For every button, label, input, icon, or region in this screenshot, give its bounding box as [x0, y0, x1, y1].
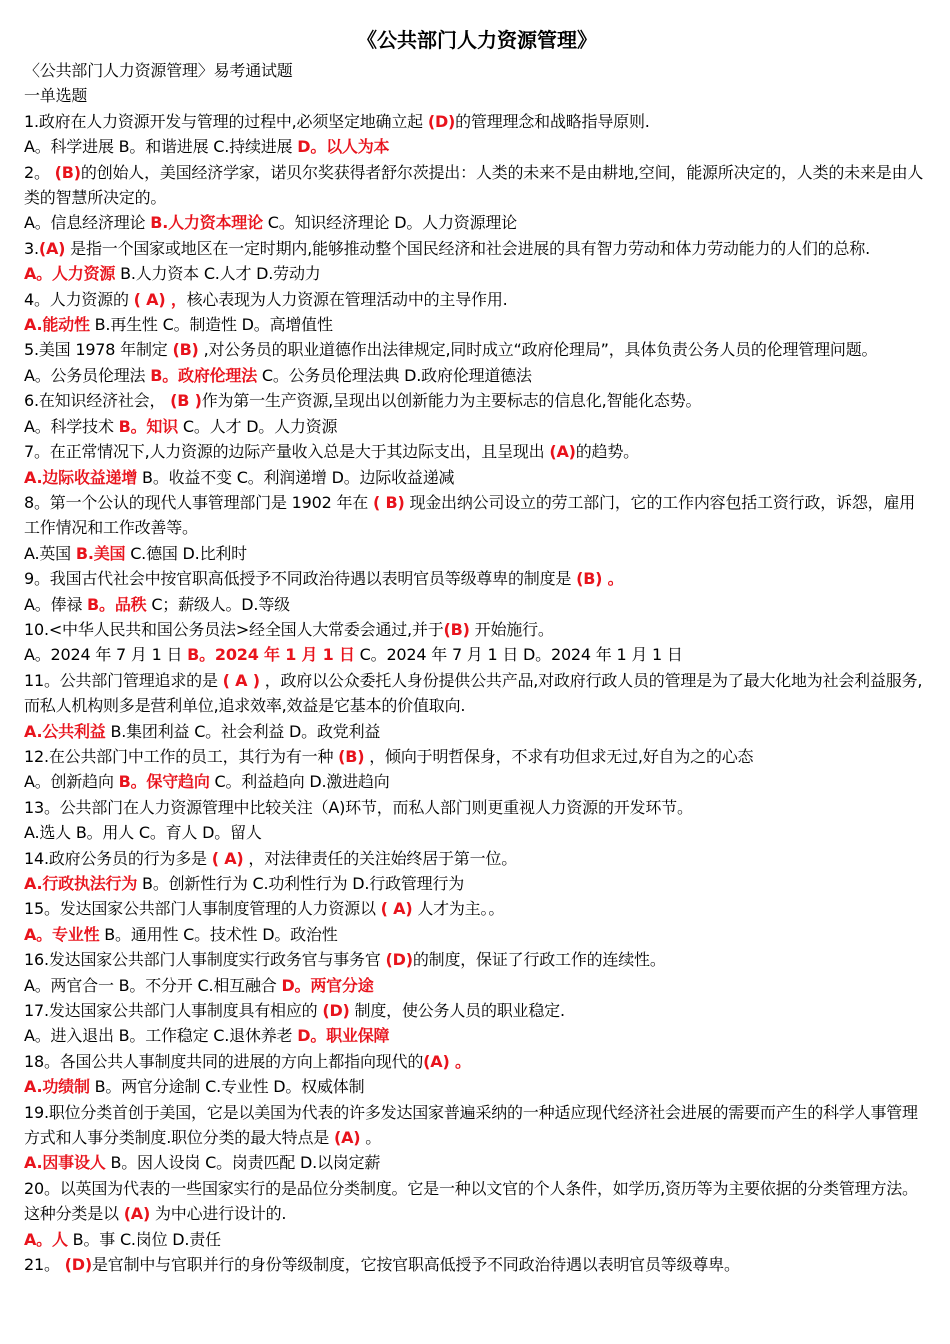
answer-highlight: A.因事设人	[24, 1153, 106, 1173]
text-segment: 作为第一生产资源,呈现出以创新能力为主要标志的信息化,智能化态势。	[201, 391, 702, 411]
text-segment: A。科学技术	[24, 416, 119, 436]
text-segment: B。通用性 C。技术性 D。政治性	[99, 924, 338, 944]
text-segment: 18。各国公共人事制度共同的进展的方向上都指向现代的	[24, 1051, 424, 1071]
text-segment: C.德国 D.比利时	[125, 543, 247, 563]
answer-highlight: (B)	[172, 340, 199, 360]
text-line	[24, 871, 930, 896]
text-segment: 一单选题	[24, 86, 88, 106]
answer-highlight: ( A)	[380, 899, 413, 919]
text-segment: A.选人 B。用人 C。育人 D。留人	[24, 823, 262, 843]
answer-highlight: A。人	[24, 1229, 68, 1249]
text-segment: B。两官分途制 C.专业性 D。权威体制	[89, 1077, 365, 1097]
text-segment: 17.发达国家公共部门人事制度具有相应的	[24, 1001, 323, 1021]
text-line	[24, 1150, 930, 1175]
text-segment: B.集团利益 C。社会利益 D。政党利益	[105, 721, 381, 741]
answer-highlight: B。政府伦理法	[150, 365, 258, 385]
text-segment: 20。以英国为代表的一些国家实行的是品位分类制度。它是一种以文官的个人条件，如学历,资历等为主要依据的分类管理方法。这种分类是以	[24, 1178, 918, 1224]
text-segment: ，政府以公众委托人身份提供公共产品,对政府行政人员的管理是为了最大化地为社会利益服务,而私人机构则多是营利单位,追求效率,效益是它基本的价值取向.	[24, 670, 923, 716]
text-segment: ,对公务员的职业道德作出法律规定,同时成立“政府伦理局”，具体负责公务人员的伦理管理问题。	[198, 340, 878, 360]
text-segment: B。收益不变 C。利润递增 D。边际收益递减	[137, 467, 455, 487]
text-segment: 11。公共部门管理追求的是	[24, 670, 223, 690]
answer-highlight: (B )	[170, 391, 202, 411]
answer-highlight: (A)	[333, 1128, 361, 1148]
text-segment: 制度，使公务人员的职业稳定.	[349, 1001, 565, 1021]
text-segment: 10.<中华人民共和国公务员法>经全国人大常委会通过,并于	[24, 619, 444, 639]
answer-highlight: D。职业保障	[297, 1026, 390, 1046]
text-segment: 现金出纳公司设立的劳工部门，它的工作内容包括工资行政，诉怨，雇用工作情况和工作改善等。	[24, 492, 916, 538]
text-line	[24, 617, 930, 642]
text-line	[24, 388, 930, 413]
text-segment: 的趋势。	[575, 442, 639, 462]
answer-highlight: B。品秩	[87, 594, 147, 614]
answer-highlight: A.能动性	[24, 315, 90, 335]
text-line	[24, 896, 930, 921]
text-segment: 3.	[24, 238, 39, 258]
text-segment: A。公务员伦理法	[24, 365, 151, 385]
text-line	[24, 1227, 930, 1252]
text-line	[24, 160, 930, 211]
text-line	[24, 287, 930, 312]
text-segment: 16.发达国家公共部门人事制度实行政务官与事务官	[24, 950, 386, 970]
answer-highlight: (B)	[54, 162, 81, 182]
text-line	[24, 998, 930, 1023]
answer-highlight: A。专业性	[24, 924, 100, 944]
text-segment: 6.在知识经济社会，	[24, 391, 171, 411]
answer-highlight: (B)	[338, 746, 365, 766]
text-segment: 1.政府在人力资源开发与管理的过程中,必须坚定地确立起	[24, 111, 428, 131]
text-line	[24, 1023, 930, 1048]
answer-highlight: (D)	[385, 950, 413, 970]
text-line	[24, 236, 930, 261]
text-line	[24, 1074, 930, 1099]
text-segment: 开始施行。	[469, 619, 554, 639]
text-segment: B.再生性 C。制造性 D。高增值性	[89, 315, 333, 335]
text-line	[24, 922, 930, 947]
text-line	[24, 592, 930, 617]
text-segment: 的制度，保证了行政工作的连续性。	[412, 950, 666, 970]
text-line	[24, 83, 930, 108]
text-segment: B。事 C.岗位 D.责任	[67, 1229, 221, 1249]
text-line	[24, 1049, 930, 1074]
answer-highlight: (A)	[38, 238, 66, 258]
text-line	[24, 769, 930, 794]
text-segment: C。公务员伦理法典 D.政府伦理道德法	[257, 365, 532, 385]
text-line	[24, 109, 930, 134]
document-page	[24, 28, 930, 1278]
text-line	[24, 312, 930, 337]
text-segment: 8。第一个公认的现代人事管理部门是 1902 年在	[24, 492, 373, 512]
answer-highlight: ( A)	[211, 848, 244, 868]
text-segment: 〈公共部门人力资源管理〉易考通试题	[24, 61, 293, 80]
text-segment: 为中心进行设计的.	[150, 1204, 287, 1224]
text-line	[24, 414, 930, 439]
text-segment: 15。发达国家公共部门人事制度管理的人力资源以	[24, 899, 381, 919]
text-segment: 13。公共部门在人力资源管理中比较关注（A)环节，而私人部门则更重视人力资源的开发环节。	[24, 797, 693, 817]
text-segment: 的管理理念和战略指导原则.	[455, 111, 650, 131]
answer-highlight: A.公共利益	[24, 721, 106, 741]
text-line	[24, 58, 930, 83]
text-segment: A。两官合一 B。不分开 C.相互融合	[24, 975, 282, 995]
answer-highlight: B。保守趋向	[118, 772, 210, 792]
text-line	[24, 1100, 930, 1151]
answer-highlight: ( A) ，	[133, 289, 187, 309]
text-line	[24, 668, 930, 719]
text-segment: C。2024 年 7 月 1 日 D。2024 年 1 月 1 日	[354, 645, 683, 665]
answer-highlight: (A) 。	[423, 1051, 471, 1071]
answer-highlight: A.边际收益递增	[24, 467, 138, 487]
document-title: 《公共部门人力资源管理》	[357, 28, 597, 52]
text-line	[24, 261, 930, 286]
text-line	[24, 973, 930, 998]
text-segment: 19.职位分类首创于美国，它是以美国为代表的许多发达国家普遍采纳的一种适应现代经济社会进展的需要而产生的科学人事管理方式和人事分类制度.职位分类的最大特点是	[24, 1102, 918, 1148]
text-segment: B。因人设岗 C。岗责匹配 D.以岗定薪	[105, 1153, 381, 1173]
answer-highlight: A.行政执法行为	[24, 874, 138, 893]
answer-highlight: B。2024 年 1 月 1 日	[187, 645, 355, 665]
answer-highlight: A。人力资源	[24, 264, 116, 284]
text-segment: A。进入退出 B。工作稳定 C.退休养老	[24, 1026, 298, 1046]
text-segment: 人才为主。。	[412, 899, 505, 919]
text-segment: 7。在正常情况下,人力资源的边际产量收入总是大于其边际支出，且呈现出	[24, 442, 550, 462]
text-segment: C。人才 D。人力资源	[178, 416, 338, 436]
text-segment: B。创新性行为 C.功利性行为 D.行政管理行为	[137, 874, 465, 893]
text-line	[24, 795, 930, 820]
text-line	[24, 642, 930, 667]
text-segment: 12.在公共部门中工作的员工，其行为有一种	[24, 746, 339, 766]
text-segment: 4。人力资源的	[24, 289, 134, 309]
text-segment: 21。	[24, 1255, 65, 1275]
text-segment: 核心表现为人力资源在管理活动中的主导作用.	[186, 289, 508, 309]
text-segment: 9。我国古代社会中按官职高低授予不同政治待遇以表明官员等级尊卑的制度是	[24, 569, 577, 589]
text-line	[24, 846, 930, 871]
answer-highlight: D。以人为本	[297, 137, 390, 157]
answer-highlight: B.美国	[75, 543, 126, 563]
text-segment: ，对法律责任的关注始终居于第一位。	[243, 848, 518, 868]
text-line	[24, 947, 930, 972]
text-segment: A。2024 年 7 月 1 日	[24, 645, 188, 665]
text-line	[24, 820, 930, 845]
text-segment: C；薪级人。D.等级	[146, 594, 290, 614]
answer-highlight: (D)	[427, 111, 456, 131]
answer-highlight: (D)	[322, 1001, 350, 1021]
text-segment: 是指一个国家或地区在一定时期内,能够推动整个国民经济和社会进展的具有智力劳动和体力劳动能力的人们的总称.	[65, 238, 870, 258]
text-line	[24, 744, 930, 769]
text-line	[24, 363, 930, 388]
text-segment: A。信息经济理论	[24, 213, 151, 233]
text-segment: 14.政府公务员的行为多是	[24, 848, 212, 868]
answer-highlight: (B) 。	[576, 569, 624, 589]
answer-highlight: (B)	[443, 619, 470, 639]
text-segment: A。科学进展 B。和谐进展 C.持续进展	[24, 137, 298, 157]
answer-highlight: A.功绩制	[24, 1077, 90, 1097]
text-line	[24, 439, 930, 464]
text-segment: B.人力资本 C.人才 D.劳动力	[115, 264, 321, 284]
text-segment: A.英国	[24, 543, 76, 563]
text-line	[24, 541, 930, 566]
text-line	[24, 490, 930, 541]
text-line	[24, 210, 930, 235]
text-line	[24, 719, 930, 744]
answer-highlight: (A)	[549, 442, 576, 462]
text-line	[24, 134, 930, 159]
text-segment: 的创始人，美国经济学家，诺贝尔奖获得者舒尔茨提出：人类的未来不是由耕地,空间，能源所决定的，人类的未来是由人类的智慧所决定的。	[24, 162, 924, 208]
text-segment: 是官制中与官职并行的身份等级制度，它按官职高低授予不同政治待遇以表明官员等级尊卑。	[91, 1255, 740, 1275]
text-segment: 2。	[24, 162, 55, 182]
answer-highlight: D。两官分途	[281, 975, 374, 995]
text-segment: C。利益趋向 D.激进趋向	[209, 772, 390, 792]
text-segment: C。知识经济理论 D。人力资源理论	[262, 213, 517, 233]
document-body	[24, 58, 930, 1278]
text-line	[24, 337, 930, 362]
text-segment: A。创新趋向	[24, 772, 119, 792]
text-line	[24, 1252, 930, 1277]
answer-highlight: (D)	[64, 1255, 92, 1275]
answer-highlight: (A)	[123, 1204, 151, 1224]
text-segment: 。	[360, 1128, 382, 1148]
text-segment: A。俸禄	[24, 594, 88, 614]
answer-highlight: B.人力资本理论	[150, 213, 263, 233]
answer-highlight: B。知识	[118, 416, 179, 436]
text-line	[24, 566, 930, 591]
text-line	[24, 1176, 930, 1227]
text-line	[24, 465, 930, 490]
answer-highlight: ( B)	[372, 492, 405, 512]
text-segment: 5.美国 1978 年制定	[24, 340, 173, 360]
answer-highlight: ( A )	[222, 670, 260, 690]
text-segment: ，倾向于明哲保身，不求有功但求无过,好自为之的心态	[364, 746, 754, 766]
